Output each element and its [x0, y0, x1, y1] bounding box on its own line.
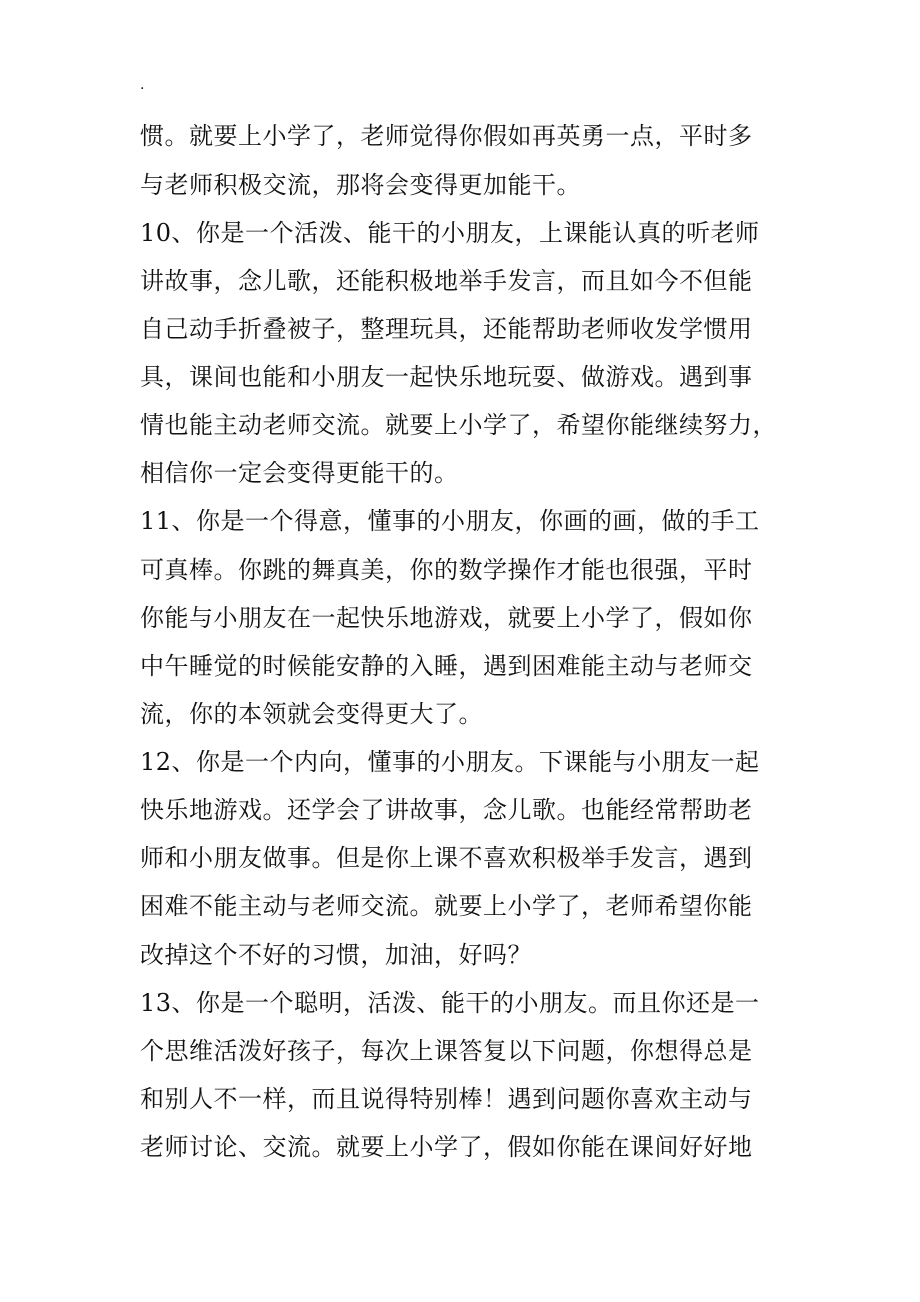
text-line: 讲故事，念儿歌，还能积极地举手发言，而且如今不但能 [140, 267, 753, 295]
text-line: 流，你的本领就会变得更大了。 [140, 700, 483, 728]
text-line: 可真棒。你跳的舞真美，你的数学操作才能也很强，平时 [140, 556, 753, 584]
text-line: 和别人不一样，而且说得特别棒！遇到问题你喜欢主动与 [140, 1085, 753, 1113]
text-line: 11、你是一个得意，懂事的小朋友，你画的画，做的手工 [140, 507, 760, 535]
text-line: 中午睡觉的时候能安静的入睡，遇到困难能主动与老师交 [140, 652, 753, 680]
text-line: 老师讨论、交流。就要上小学了，假如你能在课间好好地 [140, 1133, 753, 1161]
text-line: 师和小朋友做事。但是你上课不喜欢积极举手发言，遇到 [140, 844, 753, 872]
text-line: 惯。就要上小学了，老师觉得你假如再英勇一点，平时多 [140, 122, 753, 150]
text-line: 快乐地游戏。还学会了讲故事，念儿歌。也能经常帮助老 [140, 796, 753, 824]
text-line: 困难不能主动与老师交流。就要上小学了，老师希望你能 [140, 892, 753, 920]
header-dot: . [140, 77, 145, 93]
text-line: 情也能主动老师交流。就要上小学了，希望你能继续努力， [140, 411, 777, 439]
text-line: 相信你一定会变得更能干的。 [140, 459, 459, 487]
text-line: 具，课间也能和小朋友一起快乐地玩耍、做游戏。遇到事 [140, 363, 753, 391]
text-line: 与老师积极交流，那将会变得更加能干。 [140, 171, 581, 199]
text-line: 10、你是一个活泼、能干的小朋友，上课能认真的听老师 [140, 219, 760, 247]
text-line: 你能与小朋友在一起快乐地游戏，就要上小学了，假如你 [140, 604, 753, 632]
text-line: 个思维活泼好孩子，每次上课答复以下问题，你想得总是 [140, 1037, 753, 1065]
text-line: 自己动手折叠被子，整理玩具，还能帮助老师收发学惯用 [140, 315, 753, 343]
text-line: 12、你是一个内向，懂事的小朋友。下课能与小朋友一起 [140, 748, 760, 776]
text-line: 改掉这个不好的习惯，加油，好吗？ [140, 941, 532, 969]
text-line: 13、你是一个聪明，活泼、能干的小朋友。而且你还是一 [140, 989, 760, 1017]
